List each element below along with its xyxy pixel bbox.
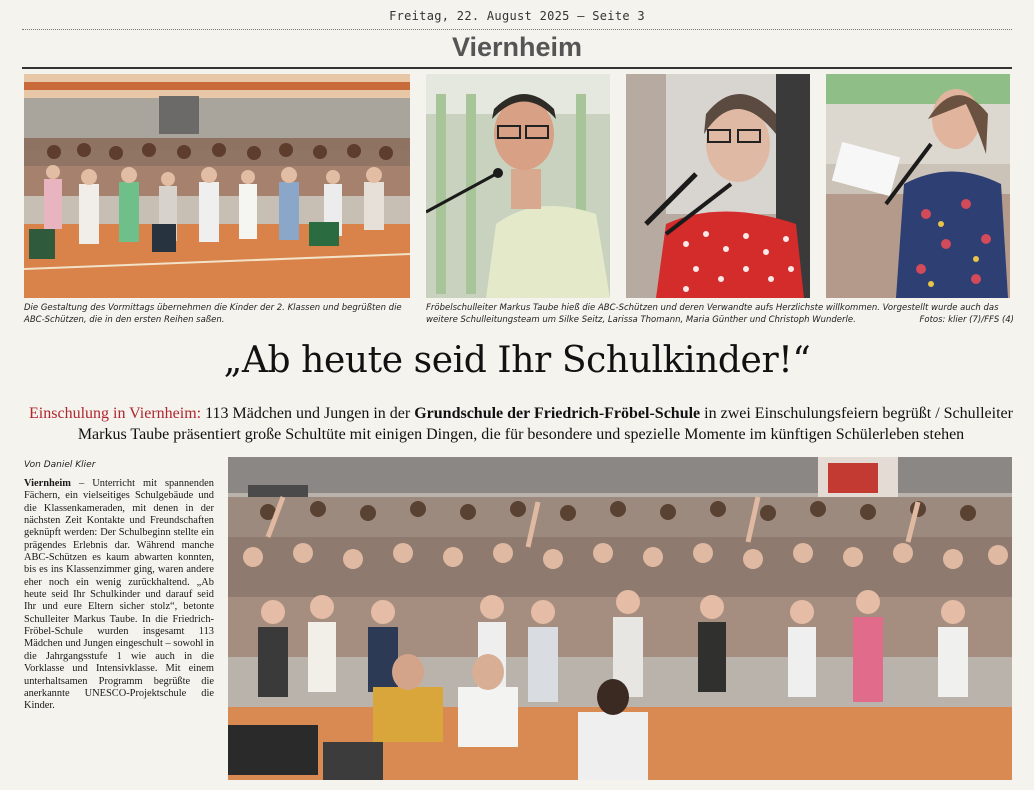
subhead-text-2: in zwei Einschulungsfeiern begrüßt / Schulleiter Markus Taube präsentiert große Schultüte mit einigen Dingen, die für besondere und spezielle Momente im künftigen Schülerleben stehen: [77, 405, 1013, 443]
photo-caption-right: [426, 302, 1014, 326]
dateline: Freitag, 22. August 2025 – Seite 3: [389, 9, 645, 23]
subhead-text-1: 113 Mädchen und Jungen in der: [201, 405, 415, 422]
byline: Von Daniel Klier: [24, 460, 96, 470]
article-body: [24, 478, 214, 713]
photo-caption-right-text: Fröbelschulleiter Markus Taube hieß die ABC-Schützen und deren Verwandte aufs Herzlichste willkommen. Vorgestellt wurde auch das weitere Schulleitungsteam um Silke Seitz, Larissa Thomann, Maria Günther und Christoph Wunderle.: [426, 303, 999, 325]
photo-credit: Fotos: klier (7)/FFS (4): [919, 315, 1014, 325]
photo-caption-left: Die Gestaltung des Vormittags übernehmen die Kinder der 2. Klassen und begrüßten die ABC-Schützen, die in den ersten Reihen saßen.: [24, 303, 402, 325]
dotted-rule: [22, 29, 1012, 30]
article-headline: „Ab heute seid Ihr Schulkinder!“: [223, 340, 811, 381]
subhead-kicker: Einschulung in Viernheim:: [29, 405, 202, 422]
photo-principal: [426, 74, 610, 298]
article-text: – Unterricht mit spannenden Fächern, ein vielseitiges Schulgebäude und die Klassenkameraden, mit denen in der nächsten Zeit Kontakte und Freundschaften geknüpft werden: Der Schulbeginn stellte ein prägendes Erlebnis dar. Während manche ABC-Schützen es kaum abwarten konnten, bis es ins Klassenzimmer ging, waren andere eher noch ein wenig zurückhaltend. „Ab heute seid Ihr Schulkinder und darauf seid Ihr und eure Eltern sicher stolz“, betonte Schulleiter Markus Taube. In die Friedrich-Fröbel-Schule wurden insgesamt 113 Mädchen und Jungen eingeschult – sowohl in die Jahrgangsstufe 1 wie auch in die Vorklasse und Intensivklasse. Mit einem unterhaltsamen Programm begrüßte die anerkannte UNESCO-Projektschule die Kinder.: [24, 478, 214, 712]
photo-crowd-children: [228, 457, 1012, 780]
photo-speaker-red-dress: [626, 74, 810, 298]
photo-second-graders: [24, 74, 410, 298]
photo-speaker-floral-dress: [826, 74, 1010, 298]
section-title: Viernheim: [451, 32, 583, 62]
subhead-school: Grundschule der Friedrich-Fröbel-Schule: [414, 405, 701, 422]
article-subhead: [26, 403, 1016, 445]
article-place: Viernheim: [24, 478, 71, 489]
section-rule: [22, 67, 1012, 69]
